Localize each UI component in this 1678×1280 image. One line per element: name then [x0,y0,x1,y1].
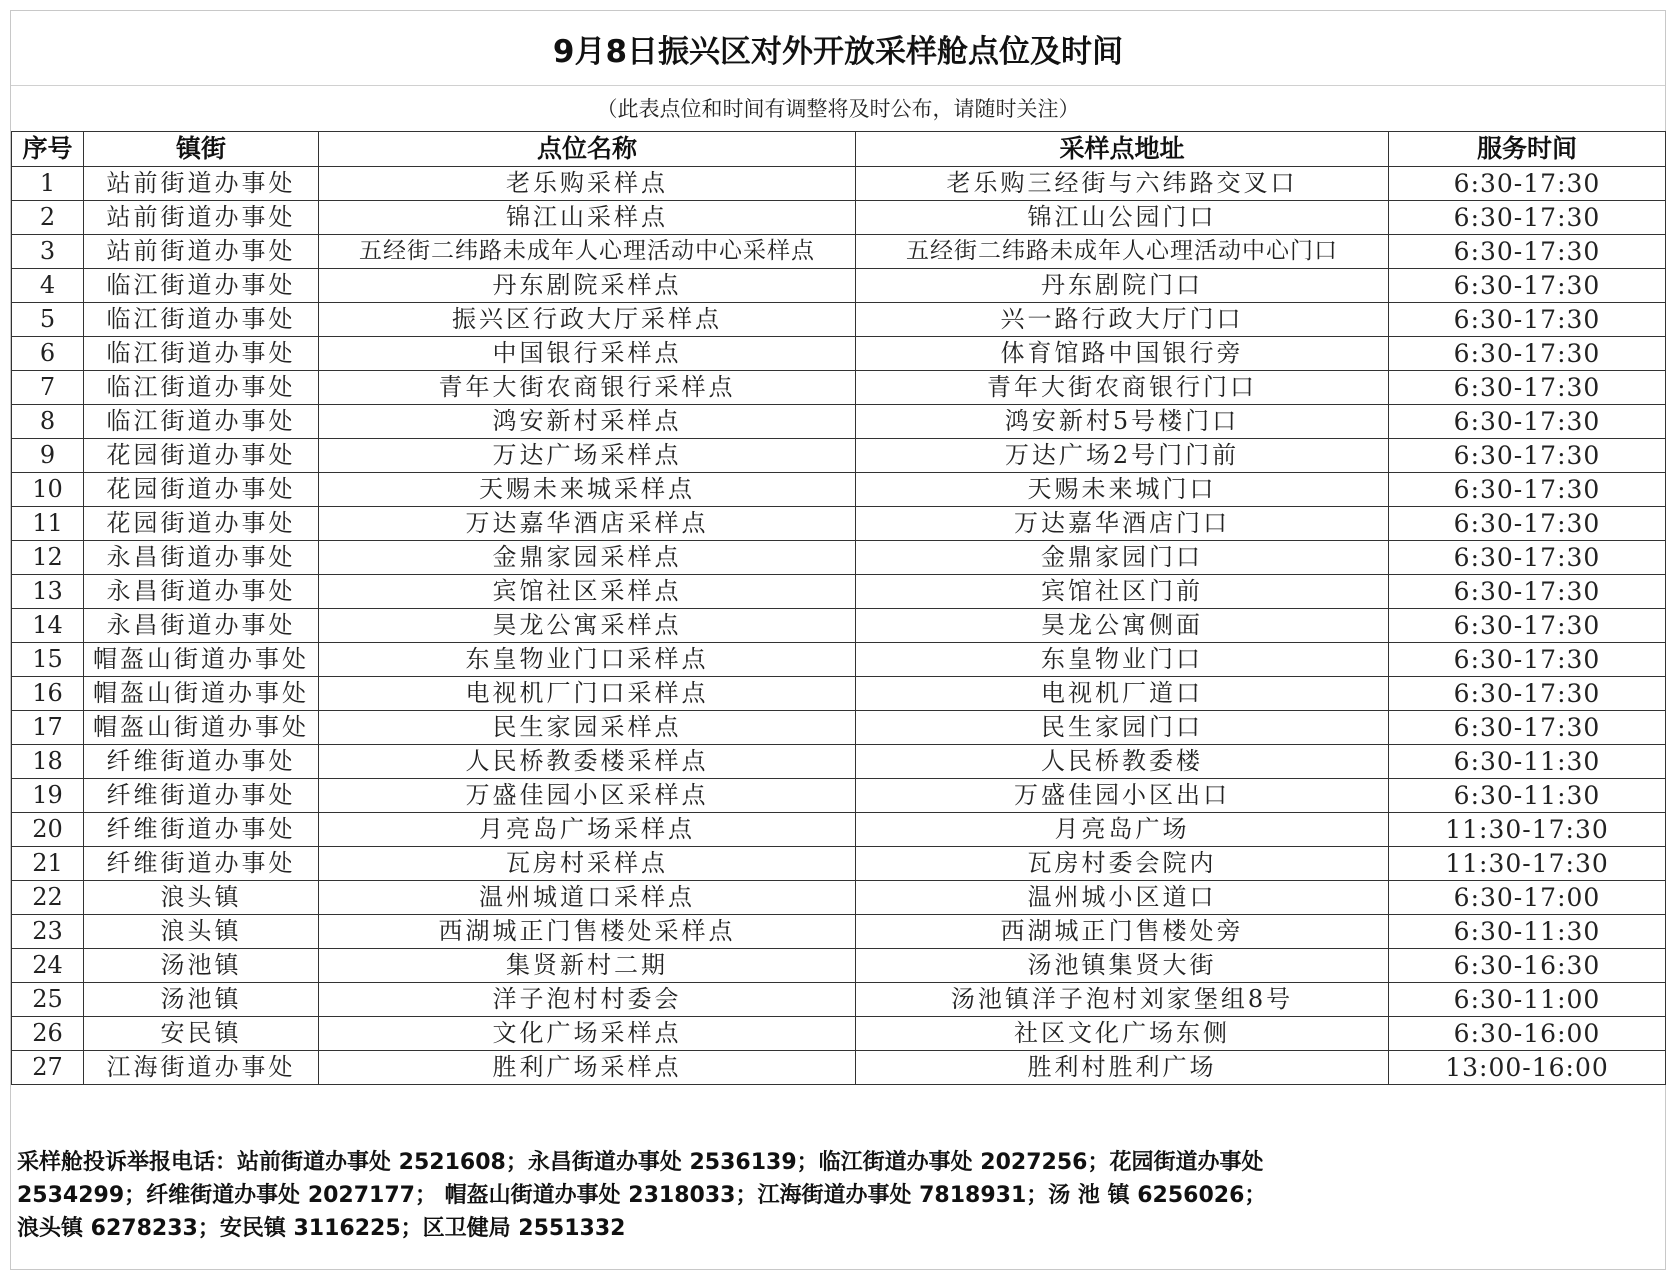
table-row [12,337,1666,371]
site-name-cell: 温州城道口采样点 [319,881,856,915]
site-name-cell: 万盛佳园小区采样点 [319,779,856,813]
site-address-cell: 体育馆路中国银行旁 [856,337,1389,371]
serial-number-cell: 14 [12,609,84,643]
service-time-cell: 6:30-17:30 [1389,609,1666,643]
serial-number-cell: 26 [12,1017,84,1051]
service-time-cell: 6:30-17:30 [1389,235,1666,269]
site-address-cell: 金鼎家园门口 [856,541,1389,575]
site-name-cell: 振兴区行政大厅采样点 [319,303,856,337]
table-row [12,201,1666,235]
service-time-cell: 6:30-17:30 [1389,473,1666,507]
page-title: 9月8日振兴区对外开放采样舱点位及时间 [11,11,1665,86]
hotline-line-3: 浪头镇 6278233；安民镇 3116225；区卫健局 2551332 [17,1216,626,1241]
town-street-cell: 纤维街道办事处 [84,745,319,779]
service-time-cell: 6:30-17:30 [1389,677,1666,711]
site-name-cell: 月亮岛广场采样点 [319,813,856,847]
town-street-cell: 永昌街道办事处 [84,541,319,575]
service-time-cell: 6:30-17:30 [1389,337,1666,371]
serial-number-cell: 10 [12,473,84,507]
town-street-cell: 临江街道办事处 [84,337,319,371]
site-name-cell: 民生家园采样点 [319,711,856,745]
service-time-cell: 6:30-17:30 [1389,371,1666,405]
table-header-row [12,132,1666,167]
table-row [12,1051,1666,1085]
table-row [12,949,1666,983]
table-row [12,643,1666,677]
table-row [12,235,1666,269]
town-street-cell: 站前街道办事处 [84,201,319,235]
site-name-cell: 昊龙公寓采样点 [319,609,856,643]
header-site-address: 采样点地址 [856,132,1389,167]
site-address-cell: 万达嘉华酒店门口 [856,507,1389,541]
service-time-cell: 6:30-11:30 [1389,779,1666,813]
site-address-cell: 东皇物业门口 [856,643,1389,677]
town-street-cell: 浪头镇 [84,915,319,949]
site-name-cell: 锦江山采样点 [319,201,856,235]
town-street-cell: 汤池镇 [84,949,319,983]
site-name-cell: 万达广场采样点 [319,439,856,473]
table-row [12,473,1666,507]
header-town-street: 镇街 [84,132,319,167]
town-street-cell: 临江街道办事处 [84,303,319,337]
site-name-cell: 瓦房村采样点 [319,847,856,881]
town-street-cell: 浪头镇 [84,881,319,915]
header-site-name: 点位名称 [319,132,856,167]
town-street-cell: 永昌街道办事处 [84,609,319,643]
site-address-cell: 青年大街农商银行门口 [856,371,1389,405]
table-row [12,575,1666,609]
service-time-cell: 6:30-17:30 [1389,439,1666,473]
site-address-cell: 老乐购三经街与六纬路交叉口 [856,167,1389,201]
serial-number-cell: 23 [12,915,84,949]
service-time-cell: 6:30-17:30 [1389,575,1666,609]
serial-number-cell: 13 [12,575,84,609]
serial-number-cell: 18 [12,745,84,779]
hotline-line-1: 采样舱投诉举报电话：站前街道办事处 2521608；永昌街道办事处 2536139；临江街道办事处 2027256；花园街道办事处 [17,1150,1264,1175]
site-address-cell: 月亮岛广场 [856,813,1389,847]
site-address-cell: 汤池镇集贤大街 [856,949,1389,983]
serial-number-cell: 9 [12,439,84,473]
table-row [12,881,1666,915]
serial-number-cell: 19 [12,779,84,813]
site-address-cell: 兴一路行政大厅门口 [856,303,1389,337]
site-name-cell: 五经街二纬路未成年人心理活动中心采样点 [319,235,856,269]
site-address-cell: 万达广场2号门门前 [856,439,1389,473]
town-street-cell: 安民镇 [84,1017,319,1051]
table-row [12,847,1666,881]
serial-number-cell: 1 [12,167,84,201]
serial-number-cell: 17 [12,711,84,745]
site-name-cell: 金鼎家园采样点 [319,541,856,575]
site-address-cell: 社区文化广场东侧 [856,1017,1389,1051]
town-street-cell: 帽盔山街道办事处 [84,677,319,711]
site-address-cell: 鸿安新村5号楼门口 [856,405,1389,439]
serial-number-cell: 21 [12,847,84,881]
serial-number-cell: 5 [12,303,84,337]
site-address-cell: 民生家园门口 [856,711,1389,745]
table-row [12,609,1666,643]
table-row [12,779,1666,813]
site-address-cell: 天赐未来城门口 [856,473,1389,507]
site-address-cell: 昊龙公寓侧面 [856,609,1389,643]
site-address-cell: 西湖城正门售楼处旁 [856,915,1389,949]
site-address-cell: 丹东剧院门口 [856,269,1389,303]
site-address-cell: 五经街二纬路未成年人心理活动中心门口 [856,235,1389,269]
service-time-cell: 6:30-17:30 [1389,303,1666,337]
town-street-cell: 纤维街道办事处 [84,847,319,881]
site-address-cell: 电视机厂道口 [856,677,1389,711]
serial-number-cell: 11 [12,507,84,541]
town-street-cell: 帽盔山街道办事处 [84,643,319,677]
site-name-cell: 集贤新村二期 [319,949,856,983]
complaint-hotlines [17,1146,1657,1245]
service-time-cell: 6:30-11:30 [1389,745,1666,779]
site-address-cell: 宾馆社区门前 [856,575,1389,609]
site-name-cell: 青年大街农商银行采样点 [319,371,856,405]
table-body [12,167,1666,1085]
town-street-cell: 纤维街道办事处 [84,813,319,847]
town-street-cell: 帽盔山街道办事处 [84,711,319,745]
serial-number-cell: 25 [12,983,84,1017]
serial-number-cell: 7 [12,371,84,405]
service-time-cell: 11:30-17:30 [1389,813,1666,847]
hotline-line-2: 2534299；纤维街道办事处 2027177； 帽盔山街道办事处 2318033；江海街道办事处 7818931；汤 池 镇 6256026； [17,1183,1267,1208]
table-row [12,541,1666,575]
serial-number-cell: 8 [12,405,84,439]
table-row [12,1017,1666,1051]
town-street-cell: 花园街道办事处 [84,473,319,507]
service-time-cell: 6:30-16:00 [1389,1017,1666,1051]
site-address-cell: 万盛佳园小区出口 [856,779,1389,813]
table-row [12,167,1666,201]
site-address-cell: 人民桥教委楼 [856,745,1389,779]
site-name-cell: 万达嘉华酒店采样点 [319,507,856,541]
service-time-cell: 6:30-17:30 [1389,167,1666,201]
site-address-cell: 汤池镇洋子泡村刘家堡组8号 [856,983,1389,1017]
site-name-cell: 中国银行采样点 [319,337,856,371]
service-time-cell: 6:30-16:30 [1389,949,1666,983]
header-serial-number: 序号 [12,132,84,167]
service-time-cell: 6:30-17:00 [1389,881,1666,915]
town-street-cell: 永昌街道办事处 [84,575,319,609]
site-name-cell: 丹东剧院采样点 [319,269,856,303]
serial-number-cell: 6 [12,337,84,371]
town-street-cell: 站前街道办事处 [84,167,319,201]
table-row [12,745,1666,779]
table-row [12,405,1666,439]
site-name-cell: 鸿安新村采样点 [319,405,856,439]
notice-sheet [10,10,1666,1270]
table-row [12,983,1666,1017]
site-address-cell: 温州城小区道口 [856,881,1389,915]
site-name-cell: 文化广场采样点 [319,1017,856,1051]
serial-number-cell: 3 [12,235,84,269]
service-time-cell: 6:30-17:30 [1389,405,1666,439]
serial-number-cell: 20 [12,813,84,847]
serial-number-cell: 2 [12,201,84,235]
table-row [12,813,1666,847]
service-time-cell: 6:30-17:30 [1389,201,1666,235]
town-street-cell: 纤维街道办事处 [84,779,319,813]
site-name-cell: 东皇物业门口采样点 [319,643,856,677]
site-name-cell: 洋子泡村村委会 [319,983,856,1017]
town-street-cell: 站前街道办事处 [84,235,319,269]
service-time-cell: 6:30-17:30 [1389,269,1666,303]
serial-number-cell: 22 [12,881,84,915]
page-subtitle: （此表点位和时间有调整将及时公布，请随时关注） [596,97,1080,121]
site-name-cell: 电视机厂门口采样点 [319,677,856,711]
site-address-cell: 瓦房村委会院内 [856,847,1389,881]
sampling-sites-table [11,131,1666,1085]
serial-number-cell: 27 [12,1051,84,1085]
service-time-cell: 6:30-11:30 [1389,915,1666,949]
town-street-cell: 花园街道办事处 [84,507,319,541]
site-name-cell: 天赐未来城采样点 [319,473,856,507]
serial-number-cell: 4 [12,269,84,303]
site-name-cell: 人民桥教委楼采样点 [319,745,856,779]
town-street-cell: 临江街道办事处 [84,269,319,303]
town-street-cell: 临江街道办事处 [84,405,319,439]
serial-number-cell: 12 [12,541,84,575]
site-name-cell: 胜利广场采样点 [319,1051,856,1085]
service-time-cell: 6:30-11:00 [1389,983,1666,1017]
site-name-cell: 宾馆社区采样点 [319,575,856,609]
serial-number-cell: 15 [12,643,84,677]
site-address-cell: 胜利村胜利广场 [856,1051,1389,1085]
site-name-cell: 西湖城正门售楼处采样点 [319,915,856,949]
service-time-cell: 6:30-17:30 [1389,541,1666,575]
town-street-cell: 江海街道办事处 [84,1051,319,1085]
service-time-cell: 6:30-17:30 [1389,711,1666,745]
table-row [12,269,1666,303]
service-time-cell: 11:30-17:30 [1389,847,1666,881]
table-row [12,677,1666,711]
table-row [12,303,1666,337]
header-service-time: 服务时间 [1389,132,1666,167]
service-time-cell: 6:30-17:30 [1389,643,1666,677]
service-time-cell: 6:30-17:30 [1389,507,1666,541]
table-row [12,439,1666,473]
table-row [12,507,1666,541]
table-row [12,915,1666,949]
site-name-cell: 老乐购采样点 [319,167,856,201]
site-address-cell: 锦江山公园门口 [856,201,1389,235]
town-street-cell: 汤池镇 [84,983,319,1017]
table-row [12,711,1666,745]
town-street-cell: 临江街道办事处 [84,371,319,405]
table-row [12,371,1666,405]
serial-number-cell: 16 [12,677,84,711]
town-street-cell: 花园街道办事处 [84,439,319,473]
service-time-cell: 13:00-16:00 [1389,1051,1666,1085]
serial-number-cell: 24 [12,949,84,983]
